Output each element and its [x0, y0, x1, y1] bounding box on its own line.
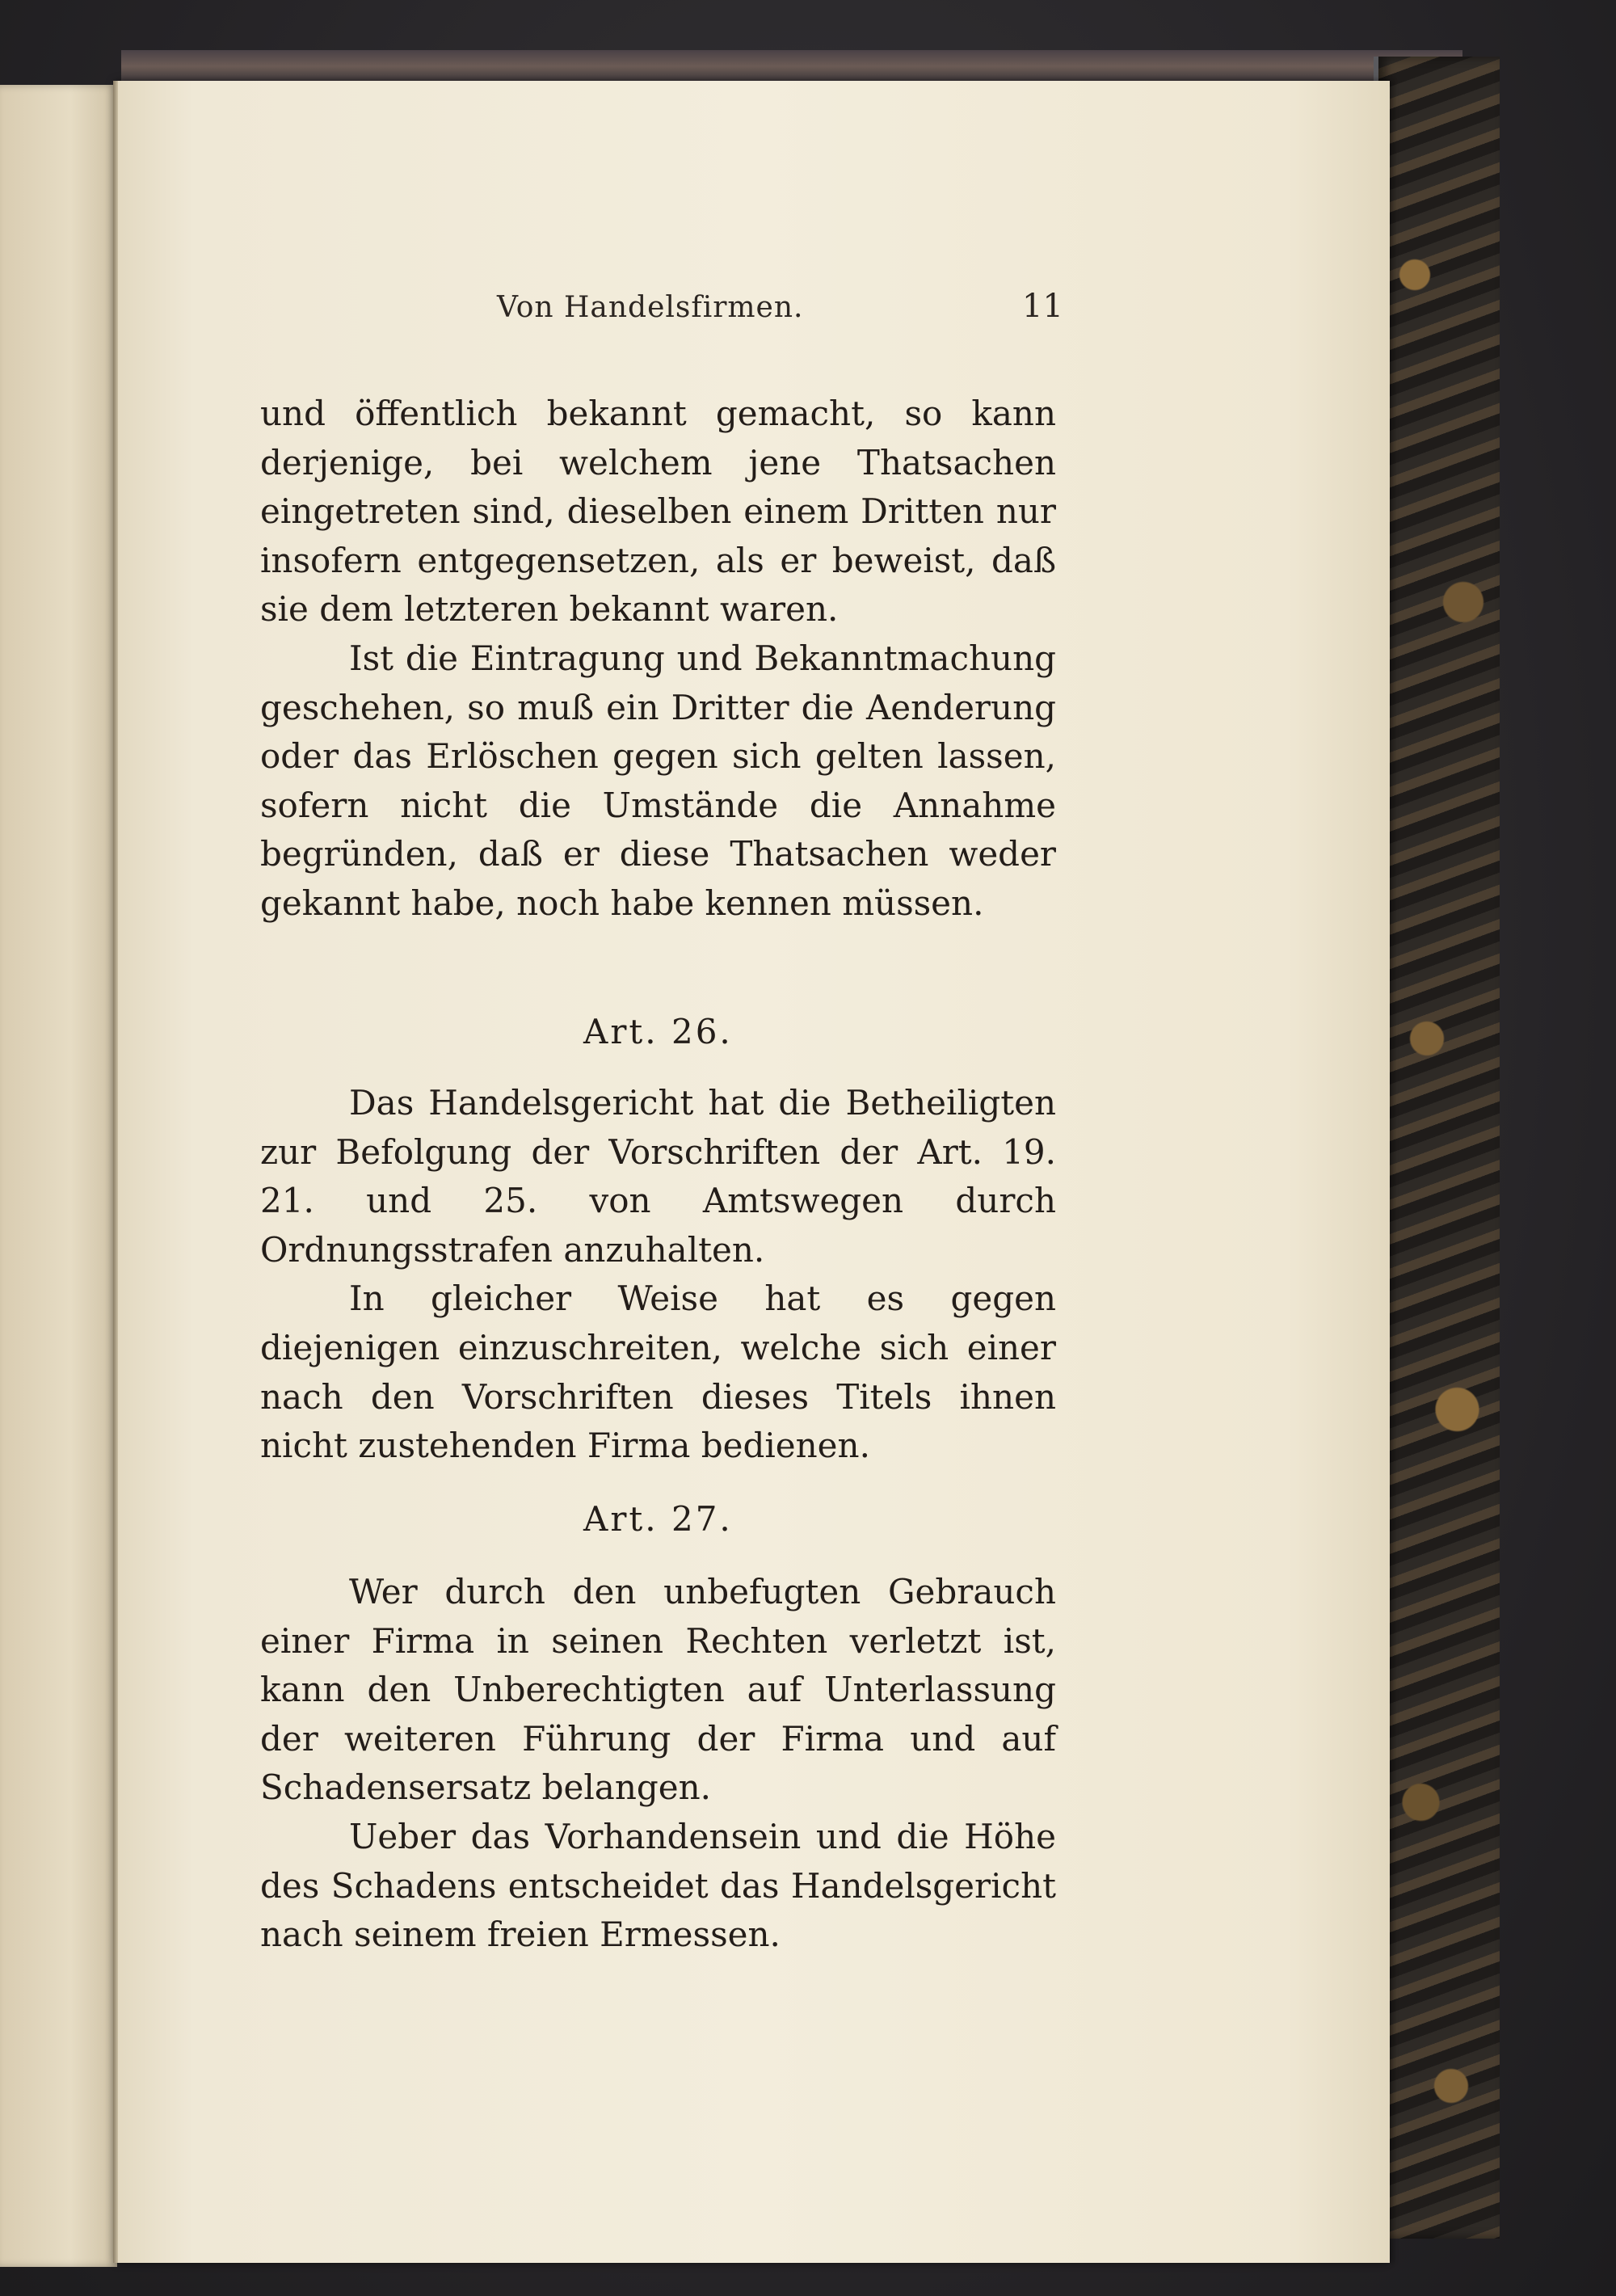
text-section-3 [260, 1568, 1056, 1960]
marbled-cover [1374, 57, 1500, 2239]
paragraph-continuation: und öffentlich bekannt gemacht, so kann derjenige, bei welchem jene Thatsachen eingetreten sind, dieselben einem Dritten nur insofern entgegensetzen, als er beweist, daß sie dem letzteren bekannt waren. [260, 394, 1056, 630]
article-27-heading: Art. 27. [583, 1499, 733, 1539]
paragraph-gleicher-weise: In gleicher Weise hat es gegen diejenigen einzuschreiten, welche sich einer nach den Vorschriften dieses Titels ihnen nicht zustehenden Firma bedienen. [260, 1279, 1056, 1466]
text-section-2 [260, 1079, 1056, 1471]
text-section-1 [260, 390, 1056, 929]
page-gutter [113, 81, 118, 2263]
page-number: 11 [1022, 288, 1063, 325]
paragraph-schaden: Ueber das Vorhandensein und die Höhe des Schadens entscheidet das Handelsgericht nach seinem freien Ermessen. [260, 1816, 1056, 1955]
cover-top-edge [121, 50, 1462, 82]
paragraph-unbefugter-gebrauch: Wer durch den unbefugten Gebrauch einer Firma in seinen Rechten verletzt ist, kann den Unberechtigten auf Unterlassung der weiteren Führung der Firma und auf Schadensersatz belangen. [260, 1572, 1056, 1808]
article-26-heading: Art. 26. [583, 1012, 733, 1051]
paragraph-eintragung: Ist die Eintragung und Bekanntmachung geschehen, so muß ein Dritter die Aenderung oder das Erlöschen gegen sich gelten lassen, sofern nicht die Umstände die Annahme begründen, daß er diese Thatsachen weder gekannt habe, noch habe kennen müssen. [260, 638, 1056, 923]
paragraph-handelsgericht: Das Handelsgericht hat die Betheiligten zur Befolgung der Vorschriften der Art. 19. 21. und 25. von Amtswegen durch Ordnungsstrafen anzuhalten. [260, 1083, 1056, 1270]
running-header: Von Handelsfirmen. [497, 291, 804, 324]
left-facing-page [0, 85, 117, 2267]
